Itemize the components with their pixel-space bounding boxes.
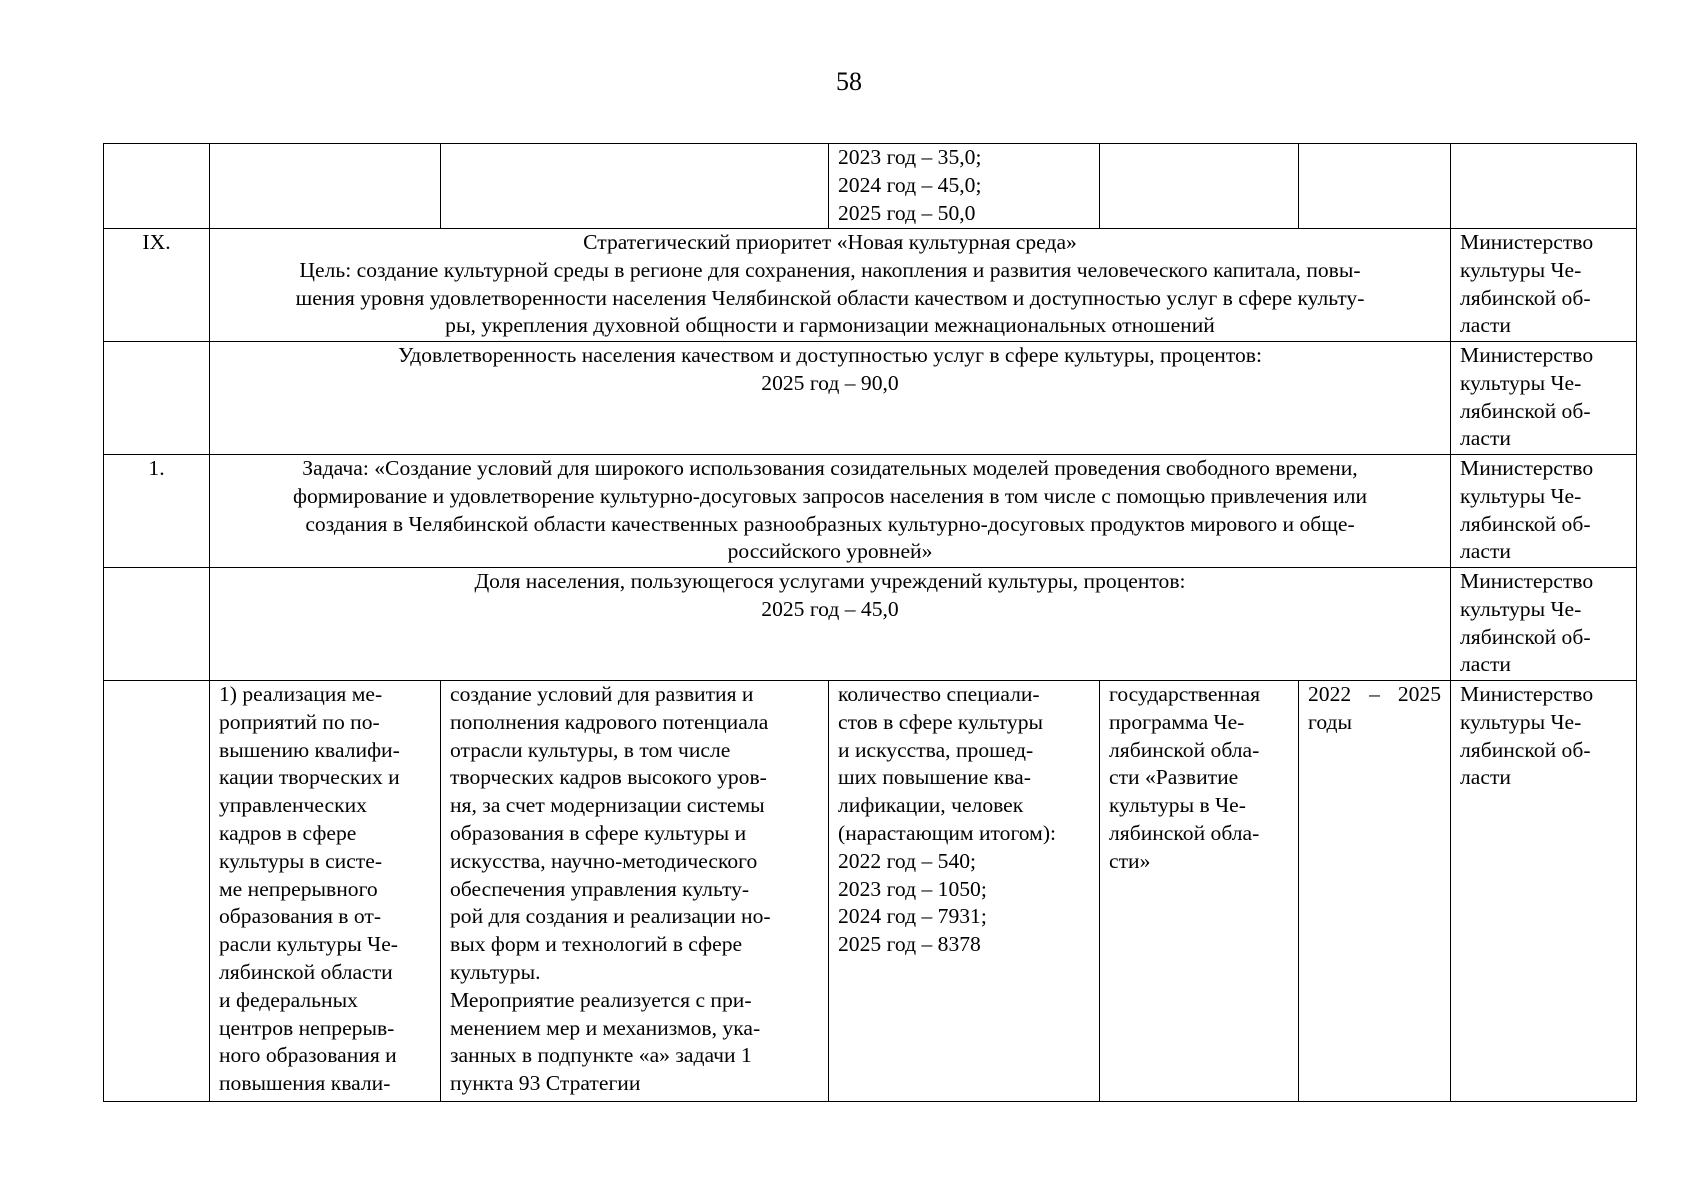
- result-line: вых форм и технологий в сфере: [450, 932, 743, 957]
- result-line: рой для создания и реализации но-: [450, 904, 771, 929]
- program-cell: [1100, 681, 1299, 1102]
- carryover-result-cell: [441, 144, 829, 229]
- year-value-line: 2023 год – 35,0;: [838, 145, 982, 169]
- task-line: российского уровней»: [727, 539, 933, 564]
- period-cell: 2022 – 2025 годы: [1299, 681, 1451, 1102]
- measure-cell: [210, 681, 441, 1102]
- share-number-cell: [104, 568, 210, 681]
- carryover-number-cell: [104, 144, 210, 229]
- indicator-line: ших повышение ква-: [838, 765, 1031, 790]
- measure-line: вышению квалифи-: [219, 737, 400, 762]
- measure-line: ного образования и: [219, 1043, 397, 1068]
- task-line: формирование и удовлетворение культурно-досуговых запросов населения в том числе с помощью привлечения или: [292, 483, 1368, 508]
- responsible-line: лябинской об-: [1460, 511, 1591, 536]
- measure-line: центров непрерыв-: [219, 1015, 395, 1040]
- task-responsible-cell: [1451, 455, 1637, 568]
- measure-number-cell: [104, 681, 210, 1102]
- satisfaction-number-cell: [104, 342, 210, 455]
- task-line: Задача: «Создание условий для широкого использования созидательных моделей проведения свободного времени,: [302, 456, 1358, 480]
- measure-responsible-cell: [1451, 681, 1637, 1102]
- measure-line: повышения квали-: [219, 1071, 391, 1096]
- goal-line: Цель: создание культурной среды в регионе для сохранения, накопления и развития человеческого капитала, повы-: [299, 257, 1361, 282]
- responsible-line: культуры Че-: [1460, 709, 1582, 734]
- priority-content-cell: [210, 229, 1451, 342]
- result-line: искусства, научно-методического: [450, 848, 758, 873]
- priority-number: IX.: [104, 229, 210, 342]
- measure-line: культуры в систе-: [219, 848, 383, 873]
- program-line: лябинской обла-: [1109, 737, 1260, 762]
- measure-line: управленческих: [219, 793, 367, 818]
- responsible-line: Министерство: [1460, 682, 1594, 706]
- responsible-line: Министерство: [1460, 456, 1594, 480]
- result-line: пункта 93 Стратегии: [450, 1071, 641, 1096]
- measure-line: расли культуры Че-: [219, 932, 398, 957]
- program-line: сти»: [1109, 848, 1151, 873]
- indicator-line: 2023 год – 1050;: [838, 876, 987, 901]
- result-line: пополнения кадрового потенциала: [450, 709, 769, 734]
- task-number: 1.: [104, 455, 210, 568]
- measure-line: образования в от-: [219, 904, 382, 929]
- measure-line: кадров в сфере: [219, 820, 357, 845]
- carryover-indicator-cell: [829, 144, 1100, 229]
- result-line: создание условий для развития и: [450, 682, 754, 706]
- responsible-line: Министерство: [1460, 230, 1594, 254]
- measure-line: кации творческих и: [219, 765, 400, 790]
- responsible-line: культуры Че-: [1460, 257, 1582, 282]
- task-row: [104, 455, 1637, 568]
- program-line: лябинской обла-: [1109, 820, 1260, 845]
- goal-line: шения уровня удовлетворенности населения Челябинской области качеством и доступностью услуг в сфере культу-: [295, 285, 1365, 310]
- priority-responsible-cell: [1451, 229, 1637, 342]
- satisfaction-responsible-cell: [1451, 342, 1637, 455]
- responsible-line: ласти: [1460, 652, 1511, 677]
- responsible-line: ласти: [1460, 765, 1511, 790]
- responsible-line: ласти: [1460, 426, 1511, 451]
- measure-line: лябинской области: [219, 959, 393, 984]
- share-indicator-row: [104, 568, 1637, 681]
- responsible-line: культуры Че-: [1460, 370, 1582, 395]
- result-line: ня, за счет модернизации системы: [450, 793, 765, 818]
- measure-row: [104, 681, 1637, 1102]
- responsible-line: Министерство: [1460, 569, 1594, 593]
- satisfaction-indicator-row: [104, 342, 1637, 455]
- result-line: культуры.: [450, 959, 541, 984]
- year-value-line: 2025 год – 50,0: [838, 200, 976, 225]
- carryover-program-cell: [1100, 144, 1299, 229]
- responsible-line: лябинской об-: [1460, 285, 1591, 310]
- indicator-line: 2025 год – 90,0: [761, 370, 899, 395]
- result-line: занных в подпункте «а» задачи 1: [450, 1043, 752, 1068]
- responsible-line: лябинской об-: [1460, 737, 1591, 762]
- program-line: культуры в Че-: [1109, 793, 1246, 818]
- goal-line: ры, укрепления духовной общности и гармонизации межнациональных отношений: [445, 313, 1215, 338]
- responsible-line: лябинской об-: [1460, 624, 1591, 649]
- result-line: отрасли культуры, в том числе: [450, 737, 731, 762]
- task-line: создания в Челябинской области качественных разнообразных культурно-досуговых продуктов мирового и обще-: [305, 511, 1355, 536]
- indicator-line: 2025 год – 45,0: [761, 596, 899, 621]
- result-cell: [441, 681, 829, 1102]
- responsible-line: ласти: [1460, 313, 1511, 338]
- responsible-line: культуры Че-: [1460, 596, 1582, 621]
- carryover-row: [104, 144, 1637, 229]
- measure-line: ме непрерывного: [219, 876, 378, 901]
- result-line: обеспечения управления культу-: [450, 876, 750, 901]
- measure-line: роприятий по по-: [219, 709, 380, 734]
- result-line: образования в сфере культуры и: [450, 820, 747, 845]
- indicator-line: стов в сфере культуры: [838, 709, 1044, 734]
- indicator-line: 2022 год – 540;: [838, 848, 977, 873]
- indicator-line: (нарастающим итогом):: [838, 820, 1057, 845]
- indicator-line: Доля населения, пользующегося услугами учреждений культуры, процентов:: [474, 569, 1186, 593]
- carryover-measure-cell: [210, 144, 441, 229]
- carryover-responsible-cell: [1451, 144, 1637, 229]
- task-content-cell: [210, 455, 1451, 568]
- strategy-table: [103, 143, 1637, 1102]
- responsible-line: Министерство: [1460, 343, 1594, 367]
- indicator-line: 2024 год – 7931;: [838, 904, 987, 929]
- share-responsible-cell: [1451, 568, 1637, 681]
- indicator-line: лификации, человек: [838, 793, 1024, 818]
- result-line: Мероприятие реализуется с при-: [450, 987, 752, 1012]
- indicator-line: 2025 год – 8378: [838, 932, 981, 957]
- measure-line: 1) реализация ме-: [219, 682, 383, 706]
- program-line: сти «Развитие: [1109, 765, 1239, 790]
- responsible-line: ласти: [1460, 539, 1511, 564]
- result-line: творческих кадров высокого уров-: [450, 765, 767, 790]
- program-line: государственная: [1109, 682, 1261, 706]
- responsible-line: культуры Че-: [1460, 483, 1582, 508]
- carryover-period-cell: [1299, 144, 1451, 229]
- indicator-line: и искусства, прошед-: [838, 737, 1034, 762]
- indicator-line: количество специали-: [838, 682, 1040, 706]
- indicator-cell: [829, 681, 1100, 1102]
- program-line: программа Че-: [1109, 709, 1245, 734]
- responsible-line: лябинской об-: [1460, 398, 1591, 423]
- priority-title: Стратегический приоритет «Новая культурная среда»: [583, 230, 1077, 254]
- result-line: менением мер и механизмов, ука-: [450, 1015, 761, 1040]
- satisfaction-indicator-cell: [210, 342, 1451, 455]
- year-value-line: 2024 год – 45,0;: [838, 172, 982, 197]
- priority-row: [104, 229, 1637, 342]
- indicator-line: Удовлетворенность населения качеством и доступностью услуг в сфере культуры, процентов:: [398, 343, 1262, 367]
- measure-line: и федеральных: [219, 987, 358, 1012]
- share-indicator-cell: [210, 568, 1451, 681]
- page-number: 58: [836, 67, 862, 96]
